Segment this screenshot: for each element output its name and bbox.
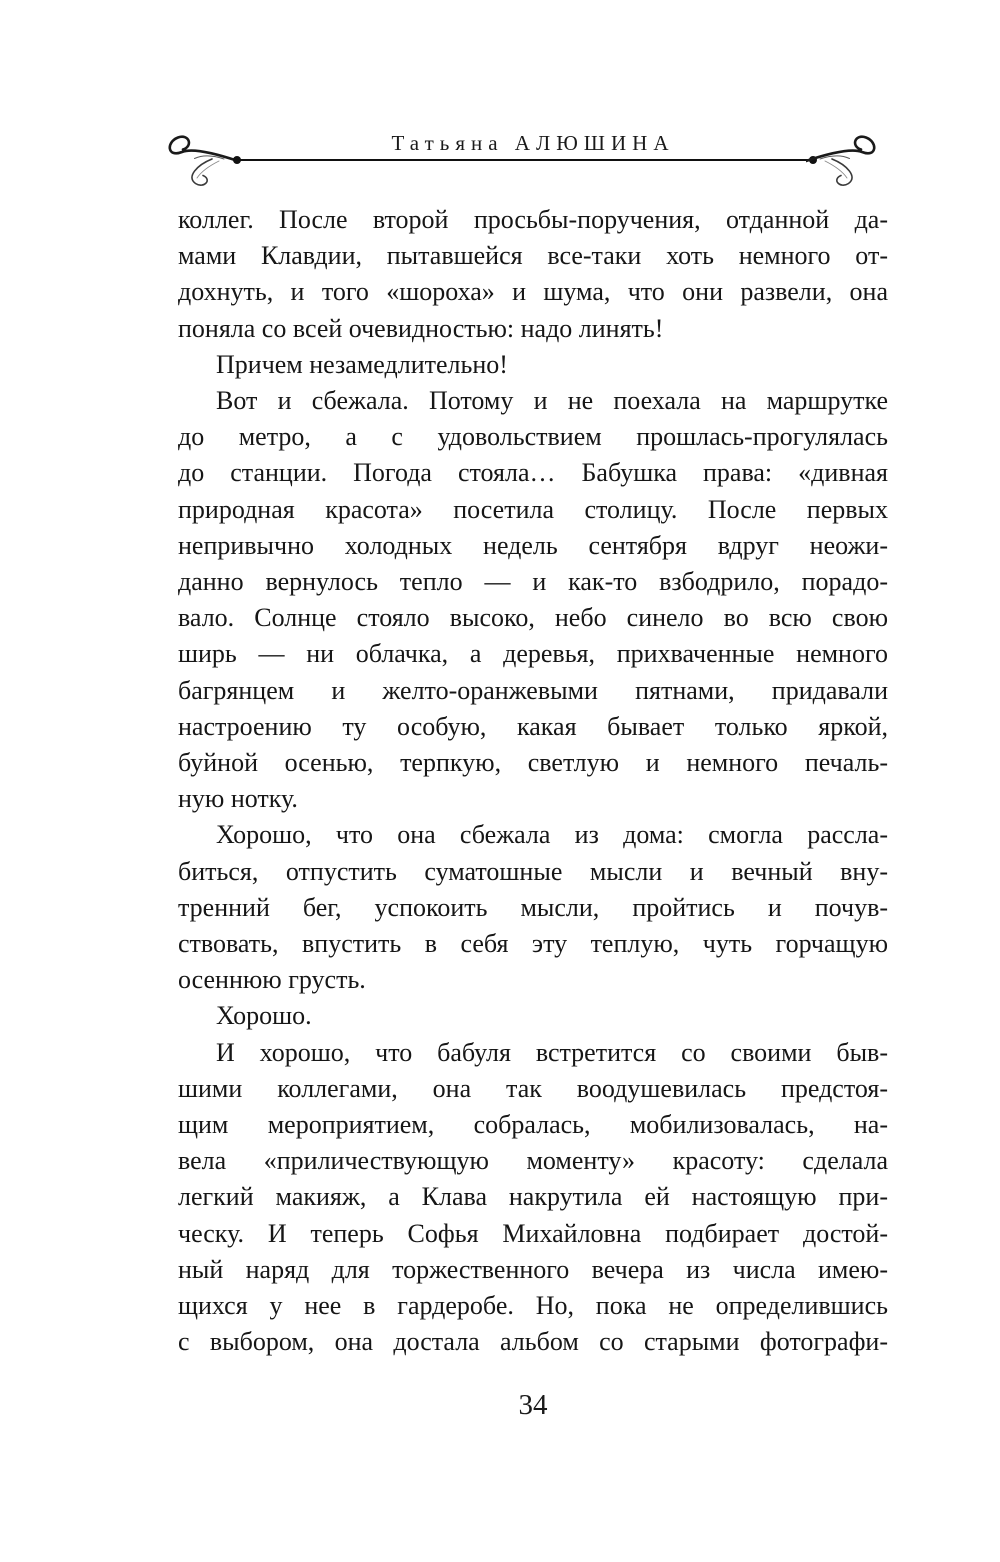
paragraph <box>178 202 888 347</box>
text-line: щим мероприятием, собралась, мобилизовалась, на- <box>178 1110 888 1140</box>
text-line: поняла со всей очевидностью: надо линять! <box>178 313 664 343</box>
paragraph <box>178 817 888 998</box>
text-line: И хорошо, что бабуля встретится со своими быв- <box>216 1037 888 1067</box>
text-line: ширь — ни облачка, а деревья, прихваченные немного <box>178 639 888 669</box>
text-line: багрянцем и желто-оранжевыми пятнами, придавали <box>178 675 888 705</box>
text-line: Вот и сбежала. Потому и не поехала на маршрутке <box>216 386 888 416</box>
text-line: коллег. После второй просьбы-поручения, отданной да- <box>178 205 888 234</box>
page-number: 34 <box>518 1389 548 1421</box>
text-line: ческу. И теперь Софья Михайловна подбирает достой- <box>178 1218 888 1248</box>
page-text <box>178 202 888 1361</box>
text-line: осеннюю грусть. <box>178 965 366 995</box>
text-line: мами Клавдии, пытавшейся все-таки хоть немного от- <box>178 241 888 271</box>
text-line: ный наряд для торжественного вечера из числа имею- <box>178 1254 888 1284</box>
header-rule <box>237 159 813 161</box>
text-line: до метро, а с удовольствием прошлась-прогулялась <box>178 422 888 452</box>
text-line: до станции. Погода стояла… Бабушка права: «дивная <box>178 458 888 488</box>
text-line: тренний бег, успокоить мысли, пройтись и почув- <box>178 892 888 922</box>
text-line: ную нотку. <box>178 784 298 814</box>
paragraph <box>178 1035 888 1361</box>
text-line: Хорошо. <box>216 1001 312 1031</box>
author-title: Татьяна АЛЮШИНА <box>391 131 675 155</box>
text-line: с выбором, она достала альбом со старыми фотографи- <box>178 1327 888 1357</box>
paragraph <box>178 998 888 1034</box>
text-line: Хорошо, что она сбежала из дома: смогла рассла- <box>216 820 888 850</box>
text-line: буйной осенью, терпкую, светлую и немного печаль- <box>178 748 888 778</box>
text-line: природная красота» посетила столицу. После первых <box>178 494 888 524</box>
text-line: ствовать, впустить в себя эту теплую, чуть горчащую <box>178 929 888 959</box>
text-line: шими коллегами, она так воодушевилась предстоя- <box>178 1073 888 1103</box>
text-line: легкий макияж, а Клава накрутила ей настоящую при- <box>178 1182 888 1212</box>
text-line: биться, отпустить суматошные мысли и вечный вну- <box>178 856 888 886</box>
paragraph <box>178 383 888 817</box>
text-line: вало. Солнце стояло высоко, небо синело во всю свою <box>178 603 888 633</box>
text-line: данно вернулось тепло — и как-то взбодрило, порадо- <box>178 567 888 597</box>
text-line: щихся у нее в гардеробе. Но, пока не определившись <box>178 1291 888 1321</box>
text-line: вела «приличествующую моменту» красоту: сделала <box>178 1146 888 1176</box>
text-line: дохнуть, и того «шороха» и шума, что они развели, она <box>178 277 888 307</box>
paragraph <box>178 347 888 383</box>
text-line: непривычно холодных недель сентября вдруг неожи- <box>178 530 888 560</box>
text-line: настроению ту особую, какая бывает только яркой, <box>178 711 888 741</box>
text-line: Причем незамедлительно! <box>216 349 508 379</box>
